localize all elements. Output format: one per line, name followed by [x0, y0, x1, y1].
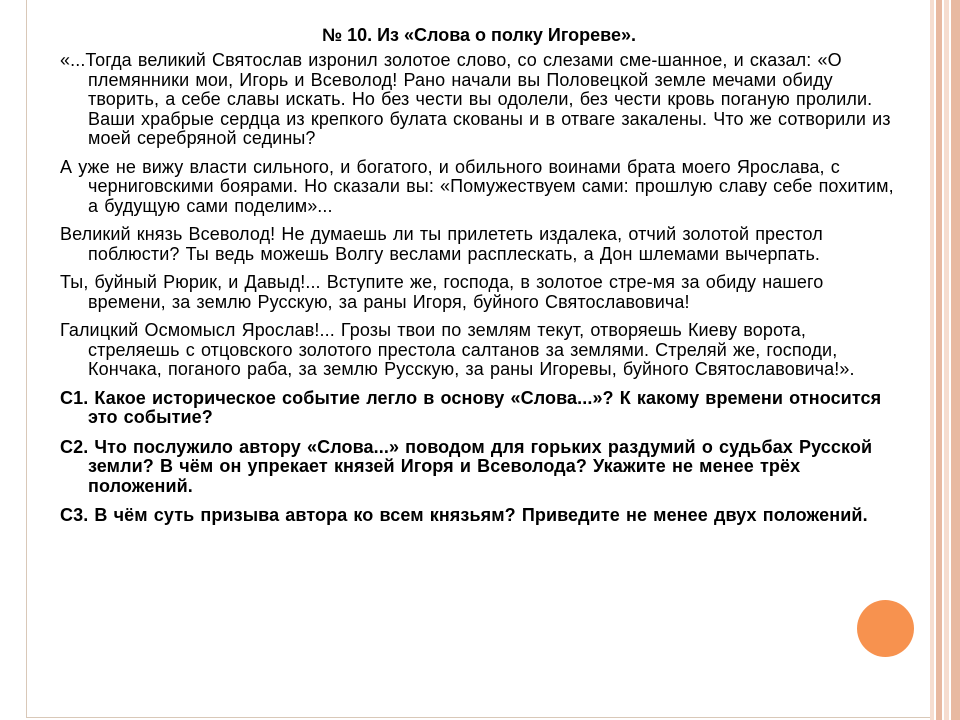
text-paragraph: «...Тогда великий Святослав изронил золотое слово, со слезами сме-шанное, и сказал: «О племянники мои, Игорь и Всеволод! Рано начали вы Половецкой земле мечами обиду творить, а себе славы искать. Но без чести вы одолели, без чести кровь поганую пролили. Ваши храбрые сердца из крепкого булата скованы и в отваге закалены. Что же сотворили из моей серебряной седины?	[60, 50, 891, 148]
question-c2: С2. Что послужило автору «Слова...» поводом для горьких раздумий о судьбах Русской земли? В чём он упрекает князей Игоря и Всеволода? Укажите не менее трёх положений.	[60, 436, 873, 496]
decorative-stripes	[930, 0, 960, 720]
stripe-2	[936, 0, 942, 720]
accent-circle	[857, 600, 914, 657]
document-title: № 10. Из «Слова о полку Игореве».	[322, 25, 636, 45]
text-paragraph: А уже не вижу власти сильного, и богатого, и обильного воинами брата моего Ярослава, с черниговскими боярами. Но сказали вы: «Помужествуем сами: прошлую славу себе похитим, а будущую сами поделим»...	[60, 156, 894, 216]
stripe-1	[930, 0, 934, 720]
question-c3: С3. В чём суть призыва автора ко всем князьям? Приведите не менее двух положений.	[60, 505, 868, 525]
stripe-3	[944, 0, 949, 720]
question-c1: С1. Какое историческое событие легло в основу «Слова...»? К какому времени относится это событие?	[60, 387, 882, 427]
document-body	[60, 51, 902, 536]
text-paragraph: Галицкий Осмомысл Ярослав!... Грозы твои по землям текут, отворяешь Киеву ворота, стреляешь с отцовского золотого престола салтанов за землями. Стреляй же, господи, Кончака, поганого раба, за землю Русскую, за раны Игоревы, буйного Святославовича!».	[60, 320, 855, 379]
stripe-4	[951, 0, 960, 720]
text-paragraph: Ты, буйный Рюрик, и Давыд!... Вступите же, господа, в золотое стре-мя за обиду нашего времени, за землю Русскую, за раны Игоря, буйного Святославовича!	[60, 272, 824, 312]
text-paragraph: Великий князь Всеволод! Не думаешь ли ты прилететь издалека, отчий золотой престол поблюсти? Ты ведь можешь Волгу веслами расплескать, а Дон шлемами вычерпать.	[60, 224, 823, 264]
